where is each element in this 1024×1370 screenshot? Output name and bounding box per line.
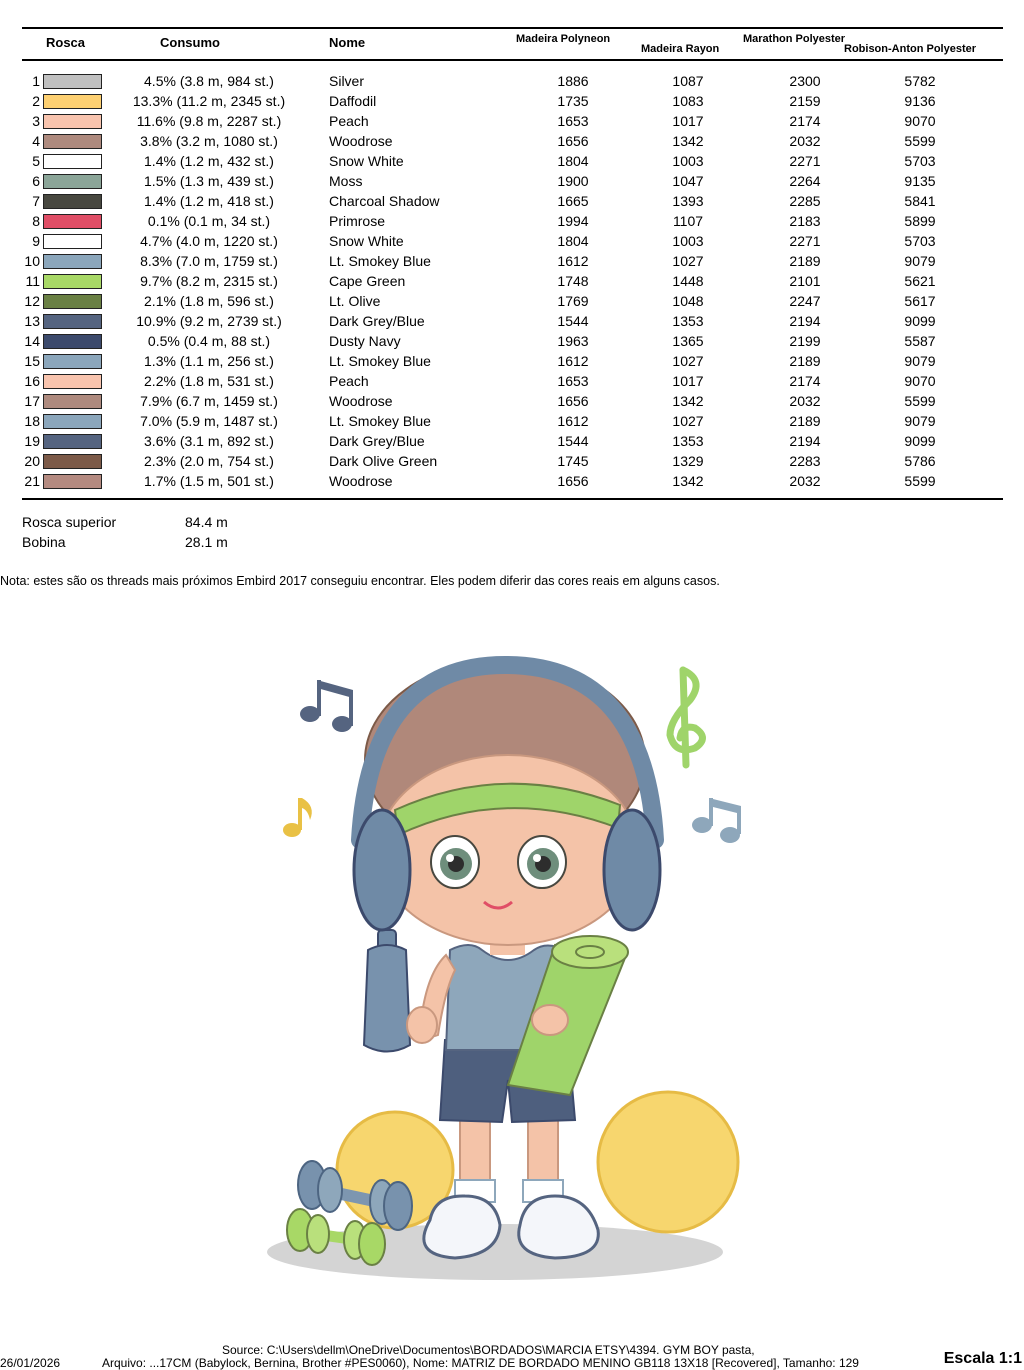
thread-number: 19: [24, 433, 40, 449]
madeira-rayon-code: 1353: [672, 433, 704, 449]
marathon-polyester-code: 2101: [789, 273, 821, 289]
color-swatch: [43, 254, 102, 269]
madeira-polyneon-code: 1994: [557, 213, 589, 229]
robison-anton-code: 9099: [904, 433, 936, 449]
header-nome: Nome: [329, 35, 366, 50]
footer-date: 26/01/2026: [0, 1356, 61, 1370]
thread-consumption: 10.9% (9.2 m, 2739 st.): [136, 313, 282, 329]
madeira-rayon-code: 1342: [672, 393, 704, 409]
robison-anton-code: 5599: [904, 133, 936, 149]
table-row: [0, 192, 1024, 212]
table-bottom-rule: [22, 498, 1003, 500]
madeira-polyneon-code: 1612: [557, 253, 589, 269]
table-row: [0, 332, 1024, 352]
table-header-rule: [22, 59, 1003, 61]
thread-number: 17: [24, 393, 40, 409]
color-swatch: [43, 274, 102, 289]
thread-name: Lt. Smokey Blue: [329, 413, 431, 429]
thread-number: 12: [24, 293, 40, 309]
color-swatch: [43, 74, 102, 89]
thread-name: Lt. Smokey Blue: [329, 253, 431, 269]
madeira-rayon-code: 1017: [672, 373, 704, 389]
madeira-polyneon-code: 1735: [557, 93, 589, 109]
thread-number: 8: [32, 213, 40, 229]
marathon-polyester-code: 2247: [789, 293, 821, 309]
thread-number: 10: [24, 253, 40, 269]
table-row: [0, 172, 1024, 192]
robison-anton-code: 5621: [904, 273, 936, 289]
header-robison-anton-polyester: Robison-Anton Polyester: [844, 43, 977, 55]
table-row: [0, 92, 1024, 112]
marathon-polyester-code: 2300: [789, 73, 821, 89]
headphone-left: [354, 810, 410, 930]
color-swatch: [43, 134, 102, 149]
thread-consumption: 8.3% (7.0 m, 1759 st.): [140, 253, 278, 269]
header-marathon-polyester: Marathon Polyester: [743, 33, 846, 45]
color-swatch: [43, 214, 102, 229]
thread-name: Moss: [329, 173, 363, 189]
table-row: [0, 352, 1024, 372]
marathon-polyester-code: 2271: [789, 153, 821, 169]
robison-anton-code: 5617: [904, 293, 936, 309]
color-swatch: [43, 234, 102, 249]
color-swatch: [43, 114, 102, 129]
color-swatch: [43, 294, 102, 309]
table-row: [0, 312, 1024, 332]
thread-name: Dark Grey/Blue: [329, 313, 425, 329]
thread-name: Snow White: [329, 233, 404, 249]
thread-consumption: 4.5% (3.8 m, 984 st.): [144, 73, 274, 89]
color-swatch: [43, 174, 102, 189]
robison-anton-code: 5899: [904, 213, 936, 229]
embroidery-design-preview: [250, 640, 770, 1300]
color-swatch: [43, 434, 102, 449]
madeira-rayon-code: 1027: [672, 353, 704, 369]
table-row: [0, 152, 1024, 172]
thread-name: Daffodil: [329, 93, 377, 109]
robison-anton-code: 9070: [904, 373, 936, 389]
table-row: [0, 472, 1024, 492]
madeira-rayon-code: 1083: [672, 93, 704, 109]
treble-clef-green: [670, 670, 703, 765]
thread-consumption: 3.6% (3.1 m, 892 st.): [144, 433, 274, 449]
thread-name: Dusty Navy: [329, 333, 401, 349]
music-note-navy: [300, 680, 353, 732]
table-row: [0, 252, 1024, 272]
madeira-rayon-code: 1329: [672, 453, 704, 469]
madeira-rayon-code: 1047: [672, 173, 704, 189]
madeira-polyneon-code: 1769: [557, 293, 589, 309]
robison-anton-code: 9070: [904, 113, 936, 129]
madeira-rayon-code: 1087: [672, 73, 704, 89]
table-row: [0, 372, 1024, 392]
madeira-rayon-code: 1342: [672, 133, 704, 149]
marathon-polyester-code: 2271: [789, 233, 821, 249]
madeira-polyneon-code: 1804: [557, 153, 589, 169]
color-swatch: [43, 154, 102, 169]
madeira-polyneon-code: 1653: [557, 113, 589, 129]
madeira-polyneon-code: 1745: [557, 453, 589, 469]
marathon-polyester-code: 2032: [789, 473, 821, 489]
top-thread-label: Rosca superior: [22, 514, 117, 530]
thread-name: Peach: [329, 113, 369, 129]
footer-file: Arquivo: ...17CM (Babylock, Bernina, Brother #PES0060), Nome: MATRIZ DE BORDADO MENINO GB118 13X18 [Recovered], Tamanho: 129: [102, 1356, 859, 1370]
thread-consumption: 1.4% (1.2 m, 418 st.): [144, 193, 274, 209]
thread-number: 11: [25, 273, 40, 289]
table-row: [0, 112, 1024, 132]
table-row: [0, 212, 1024, 232]
top-thread-value: 84.4 m: [185, 514, 228, 530]
table-row: [0, 72, 1024, 92]
madeira-rayon-code: 1003: [672, 153, 704, 169]
table-row: [0, 232, 1024, 252]
madeira-rayon-code: 1003: [672, 233, 704, 249]
table-top-rule: [22, 27, 1003, 29]
robison-anton-code: 9135: [904, 173, 936, 189]
thread-name: Silver: [329, 73, 365, 89]
madeira-polyneon-code: 1612: [557, 353, 589, 369]
marathon-polyester-code: 2283: [789, 453, 821, 469]
thread-consumption: 1.4% (1.2 m, 432 st.): [144, 153, 274, 169]
thread-consumption: 13.3% (11.2 m, 2345 st.): [132, 93, 286, 109]
thread-number: 7: [32, 193, 40, 209]
robison-anton-code: 5599: [904, 473, 936, 489]
color-swatch: [43, 414, 102, 429]
marathon-polyester-code: 2174: [789, 113, 821, 129]
madeira-polyneon-code: 1653: [557, 373, 589, 389]
table-row: [0, 132, 1024, 152]
table-row: [0, 392, 1024, 412]
robison-anton-code: 5587: [904, 333, 936, 349]
bobbin-label: Bobina: [22, 534, 66, 550]
thread-table: [0, 72, 1024, 492]
madeira-polyneon-code: 1612: [557, 413, 589, 429]
thread-name: Woodrose: [329, 133, 393, 149]
thread-number: 14: [24, 333, 40, 349]
thread-number: 3: [32, 113, 40, 129]
color-swatch: [43, 474, 102, 489]
thread-number: 5: [32, 153, 40, 169]
marathon-polyester-code: 2285: [789, 193, 821, 209]
madeira-rayon-code: 1342: [672, 473, 704, 489]
robison-anton-code: 9136: [904, 93, 936, 109]
thread-consumption: 2.1% (1.8 m, 596 st.): [144, 293, 274, 309]
marathon-polyester-code: 2159: [789, 93, 821, 109]
thread-consumption: 7.0% (5.9 m, 1487 st.): [140, 413, 278, 429]
robison-anton-code: 9079: [904, 413, 936, 429]
madeira-polyneon-code: 1804: [557, 233, 589, 249]
thread-consumption: 2.3% (2.0 m, 754 st.): [144, 453, 274, 469]
thread-consumption: 3.8% (3.2 m, 1080 st.): [140, 133, 278, 149]
madeira-rayon-code: 1393: [672, 193, 704, 209]
marathon-polyester-code: 2174: [789, 373, 821, 389]
thread-number: 6: [32, 173, 40, 189]
music-note-blue: [692, 798, 741, 843]
footer-scale: Escala 1:1: [943, 1350, 1022, 1367]
footer-source: Source: C:\Users\dellm\OneDrive\Documentos\BORDADOS\MARCIA ETSY\4394. GYM BOY pasta,: [222, 1343, 755, 1357]
robison-anton-code: 5841: [904, 193, 936, 209]
thread-number: 21: [24, 473, 40, 489]
madeira-polyneon-code: 1656: [557, 133, 589, 149]
madeira-polyneon-code: 1748: [557, 273, 589, 289]
thread-number: 15: [24, 353, 40, 369]
madeira-rayon-code: 1365: [672, 333, 704, 349]
thread-name: Cape Green: [329, 273, 406, 289]
madeira-polyneon-code: 1656: [557, 473, 589, 489]
color-swatch: [43, 314, 102, 329]
right-shoe: [519, 1196, 599, 1258]
table-row: [0, 292, 1024, 312]
marathon-polyester-code: 2189: [789, 253, 821, 269]
color-swatch: [43, 374, 102, 389]
madeira-rayon-code: 1027: [672, 253, 704, 269]
yellow-ball-right: [598, 1092, 738, 1232]
thread-consumption: 0.5% (0.4 m, 88 st.): [147, 333, 271, 349]
marathon-polyester-code: 2189: [789, 353, 821, 369]
thread-number: 4: [32, 133, 40, 149]
header-madeira-rayon: Madeira Rayon: [641, 43, 720, 55]
robison-anton-code: 9079: [904, 353, 936, 369]
thread-consumption: 1.7% (1.5 m, 501 st.): [144, 473, 274, 489]
headphone-right: [604, 810, 660, 930]
thread-number: 1: [32, 73, 40, 89]
thread-number: 20: [24, 453, 40, 469]
marathon-polyester-code: 2189: [789, 413, 821, 429]
madeira-polyneon-code: 1963: [557, 333, 589, 349]
thread-number: 2: [32, 93, 40, 109]
thread-number: 18: [24, 413, 40, 429]
color-swatch: [43, 354, 102, 369]
marathon-polyester-code: 2032: [789, 393, 821, 409]
madeira-polyneon-code: 1665: [557, 193, 589, 209]
left-shoe: [424, 1196, 500, 1258]
header-rosca: Rosca: [46, 35, 86, 50]
madeira-polyneon-code: 1886: [557, 73, 589, 89]
robison-anton-code: 5786: [904, 453, 936, 469]
thread-number: 9: [32, 233, 40, 249]
thread-name: Woodrose: [329, 473, 393, 489]
color-swatch: [43, 194, 102, 209]
robison-anton-code: 5599: [904, 393, 936, 409]
madeira-polyneon-code: 1544: [557, 433, 589, 449]
thread-name: Lt. Olive: [329, 293, 381, 309]
header-madeira-polyneon: Madeira Polyneon: [516, 33, 611, 45]
thread-consumption: 7.9% (6.7 m, 1459 st.): [140, 393, 278, 409]
madeira-rayon-code: 1107: [672, 213, 704, 229]
table-row: [0, 432, 1024, 452]
marathon-polyester-code: 2032: [789, 133, 821, 149]
marathon-polyester-code: 2199: [789, 333, 821, 349]
robison-anton-code: 5703: [904, 153, 936, 169]
robison-anton-code: 5703: [904, 233, 936, 249]
thread-consumption: 2.2% (1.8 m, 531 st.): [144, 373, 274, 389]
madeira-polyneon-code: 1544: [557, 313, 589, 329]
water-bottle: [364, 930, 410, 1052]
thread-name: Lt. Smokey Blue: [329, 353, 431, 369]
madeira-polyneon-code: 1656: [557, 393, 589, 409]
table-row: [0, 412, 1024, 432]
note-text: Nota: estes são os threads mais próximos Embird 2017 conseguiu encontrar. Eles podem diferir das cores reais em alguns casos.: [0, 574, 720, 588]
thread-consumption: 1.5% (1.3 m, 439 st.): [144, 173, 274, 189]
thread-consumption: 1.3% (1.1 m, 256 st.): [144, 353, 274, 369]
bobbin-value: 28.1 m: [185, 534, 228, 550]
thread-consumption: 4.7% (4.0 m, 1220 st.): [140, 233, 278, 249]
color-swatch: [43, 334, 102, 349]
madeira-rayon-code: 1353: [672, 313, 704, 329]
thread-name: Snow White: [329, 153, 404, 169]
music-note-yellow: [283, 798, 312, 837]
thread-consumption: 9.7% (8.2 m, 2315 st.): [140, 273, 278, 289]
thread-name: Primrose: [329, 213, 386, 229]
color-swatch: [43, 394, 102, 409]
thread-consumption: 0.1% (0.1 m, 34 st.): [147, 213, 271, 229]
thread-consumption: 11.6% (9.8 m, 2287 st.): [136, 113, 282, 129]
thread-number: 16: [24, 373, 40, 389]
table-row: [0, 272, 1024, 292]
robison-anton-code: 5782: [904, 73, 936, 89]
thread-name: Dark Olive Green: [329, 453, 438, 469]
robison-anton-code: 9099: [904, 313, 936, 329]
thread-name: Dark Grey/Blue: [329, 433, 425, 449]
madeira-rayon-code: 1448: [672, 273, 704, 289]
robison-anton-code: 9079: [904, 253, 936, 269]
color-swatch: [43, 94, 102, 109]
header-consumo: Consumo: [160, 35, 220, 50]
madeira-rayon-code: 1017: [672, 113, 704, 129]
color-swatch: [43, 454, 102, 469]
thread-name: Woodrose: [329, 393, 393, 409]
marathon-polyester-code: 2183: [789, 213, 821, 229]
thread-name: Charcoal Shadow: [329, 193, 440, 209]
thread-name: Peach: [329, 373, 369, 389]
marathon-polyester-code: 2194: [789, 433, 821, 449]
madeira-polyneon-code: 1900: [557, 173, 589, 189]
marathon-polyester-code: 2194: [789, 313, 821, 329]
table-row: [0, 452, 1024, 472]
madeira-rayon-code: 1048: [672, 293, 704, 309]
marathon-polyester-code: 2264: [789, 173, 821, 189]
thread-number: 13: [24, 313, 40, 329]
madeira-rayon-code: 1027: [672, 413, 704, 429]
